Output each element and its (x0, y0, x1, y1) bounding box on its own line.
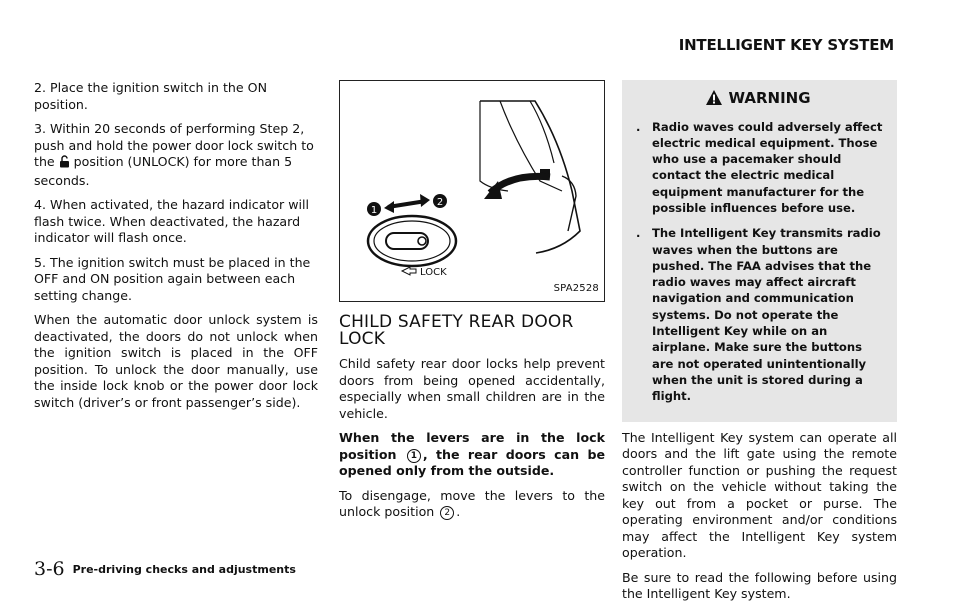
warning-box (622, 80, 897, 422)
warning-item-text: Radio waves could adversely affect electric medical equipment. Those who use a pacemaker should contact the electric medical equipment manufacturer for the possible influences before use. (652, 119, 883, 215)
figure-code: SPA2528 (553, 282, 599, 294)
body-text: To disengage, move the levers to the unlock position (339, 487, 605, 519)
unlock-icon (59, 155, 70, 173)
body-paragraph: When the automatic door unlock system is deactivated, the doors do not unlock when the ignition switch is placed in the OFF position. To unlock the door manually, use the inside lock knob or the power door lock switch (driver’s or front passenger’s side). (34, 312, 318, 410)
chapter-title: Pre-driving checks and adjustments (72, 563, 296, 576)
step-4 (34, 197, 318, 247)
step-number: 2. (34, 80, 47, 95)
callout-2-text: 2 (436, 197, 444, 208)
step-3 (34, 121, 318, 189)
bold-paragraph (339, 430, 605, 480)
bold-text: When the levers are in the lock position (339, 430, 605, 462)
step-text: The ignition switch must be placed in the OFF and ON position again between each setting change. (34, 254, 311, 303)
body-paragraph: Child safety rear door locks help prevent doors from being opened accidentally, especially when small children are in the vehicle. (339, 356, 605, 421)
step-2 (34, 80, 318, 113)
page-footer (34, 558, 296, 580)
bold-text-cont: , the rear doors can be opened only from the outside. (339, 446, 605, 478)
step-text-cont: position (UNLOCK) for more than 5 seconds. (34, 154, 293, 188)
body-paragraph-2 (339, 488, 605, 521)
column-2 (339, 80, 605, 529)
callout-ref-1: 1 (407, 449, 421, 463)
step-number: 5. (34, 254, 47, 270)
column-1 (34, 80, 318, 419)
warning-item: . Radio waves could adversely affect electric medical equipment. Those who use a pacemaker should contact the electric medical equipment manufacturer for the possible influences before use. (636, 119, 883, 215)
page-number: 3-6 (34, 558, 65, 580)
body-text-cont: . (456, 504, 461, 519)
warning-item-text: The Intelligent Key transmits radio waves when the buttons are pushed. The FAA advises that the radio waves may affect aircraft navigation and communication systems. Do not operate the Intelligent Key while on an airplane. Make sure the buttons are not operated unintentionally when the unit is stored during a flight. (652, 226, 881, 404)
step-text: Place the ignition switch in the ON position. (34, 80, 268, 112)
child-lock-figure (339, 80, 605, 302)
step-5 (34, 255, 318, 305)
step-text: Within 20 seconds of performing Step 2, push and hold the power door lock switch to the (34, 121, 314, 169)
lock-label: LOCK (420, 267, 447, 278)
section-title: INTELLIGENT KEY SYSTEM (678, 36, 894, 54)
warning-heading (630, 90, 887, 109)
door-illustration (340, 81, 604, 301)
callout-1-text: 1 (370, 205, 378, 216)
warning-title: WARNING (728, 89, 811, 107)
step-number: 3. (34, 121, 47, 136)
column-3 (622, 80, 897, 611)
body-paragraph: The Intelligent Key system can operate all doors and the lift gate using the remote controller function or pushing the request switch on the vehicle without taking the key out from a pocket or purse. The operating environment and/or conditions may affect the Intelligent Key system operation. (622, 429, 897, 561)
step-text: When activated, the hazard indicator will flash twice. When deactivated, the hazard indicator will flash once. (34, 197, 310, 245)
step-number: 4. (34, 197, 47, 212)
section-heading: CHILD SAFETY REAR DOOR LOCK (339, 312, 574, 349)
warning-item: . The Intelligent Key transmits radio waves when the buttons are pushed. The FAA advises that the radio waves may affect aircraft navigation and communication systems. Do not operate the Intelligent Key while on an airplane. Make sure the buttons are not operated unintentionally when the unit is stored during a flight. (636, 226, 881, 404)
callout-ref-2: 2 (440, 506, 454, 520)
body-paragraph-2: Be sure to read the following before using the Intelligent Key system. (622, 569, 897, 602)
warning-icon (706, 90, 722, 109)
warning-list (630, 119, 887, 405)
